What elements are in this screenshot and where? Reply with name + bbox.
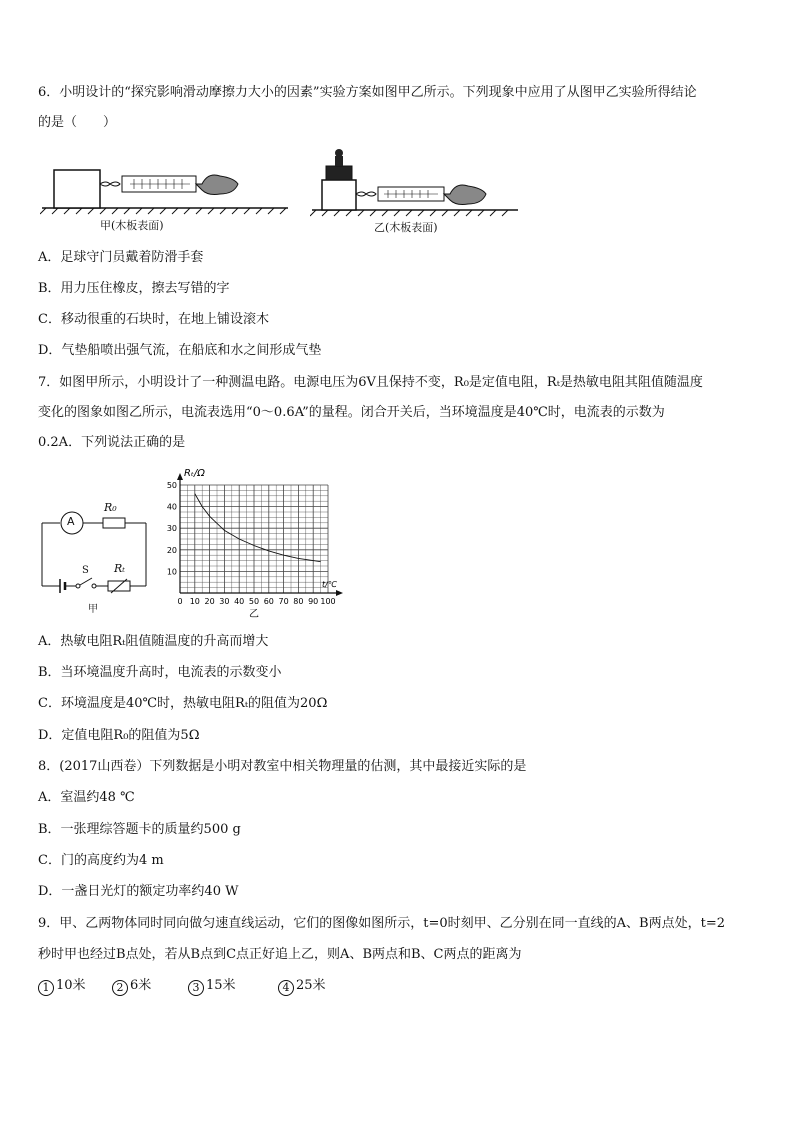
q9-option-3-number: 3: [188, 980, 204, 996]
q8-option-c: C．门的高度约为4 m: [38, 853, 164, 868]
q9-option-3-text: 15米: [206, 978, 236, 993]
x-axis-label: t/℃: [322, 580, 337, 589]
y-axis-arrow: [177, 473, 183, 480]
x-tick-label: 60: [263, 597, 274, 606]
x-tick-label: 40: [234, 597, 245, 606]
q9-option-2-text: 6米: [130, 978, 152, 993]
q6-option-b: B．用力压住橡皮，擦去写错的字: [38, 281, 230, 296]
q9-option-1-text: 10米: [56, 978, 86, 993]
q7-circuit-jia: [38, 498, 153, 618]
x-tick-label: 10: [189, 597, 200, 606]
q6-option-c: C．移动很重的石块时，在地上铺设滚木: [38, 312, 269, 327]
q6-stem-line1: 6．小明设计的“探究影响滑动摩擦力大小的因素”实验方案如图甲乙所示。下列现象中应用了从图甲乙实验所得结论: [38, 85, 697, 100]
x-tick-label: 100: [320, 597, 336, 606]
q7-stem-line3: 0.2A．下列说法正确的是: [38, 435, 186, 450]
q7-rt-chart: [160, 468, 350, 630]
circuit-switch-label: S: [82, 565, 89, 576]
x-tick-label: 90: [308, 597, 319, 606]
q9-option-4-number: 4: [278, 980, 294, 996]
rt-curve: [195, 494, 321, 562]
y-tick-label: 40: [166, 502, 177, 512]
q7-option-b: B．当环境温度升高时，电流表的示数变小: [38, 665, 282, 680]
x-tick-label: 70: [278, 597, 289, 606]
x-tick-label: 0: [177, 597, 183, 606]
q8-option-a: A．室温约48 ℃: [38, 790, 135, 805]
q6-figure-yi-caption: 乙(木板表面): [374, 221, 438, 234]
y-axis-label: Rₜ/Ω: [184, 468, 205, 479]
q9-option-4-text: 25米: [296, 978, 326, 993]
x-tick-label: 50: [248, 597, 260, 606]
q7-option-a: A．热敏电阻Rₜ阻值随温度的升高而增大: [38, 634, 269, 649]
circuit-r0-label: R₀: [104, 501, 117, 514]
q7-option-d: D．定值电阻R₀的阻值为5Ω: [38, 728, 200, 743]
q8-stem: 8．(2017山西卷）下列数据是小明对教室中相关物理量的估测，其中最接近实际的是: [38, 759, 527, 774]
q8-option-d: D．一盏日光灯的额定功率约40 W: [38, 884, 239, 899]
y-tick-label: 20: [166, 545, 177, 555]
q6-figure-jia: [40, 160, 290, 242]
y-tick-label: 30: [166, 524, 177, 534]
q6-option-a: A．足球守门员戴着防滑手套: [38, 250, 204, 265]
q9-option-1-number: 1: [38, 980, 54, 996]
q9-option-2: [112, 977, 151, 996]
q9-option-2-number: 2: [112, 980, 128, 996]
q6-option-d: D．气垫船喷出强气流，在船底和水之间形成气垫: [38, 343, 322, 358]
y-tick-label: 10: [166, 567, 177, 577]
y-tick-label: 50: [166, 481, 177, 490]
q7-stem-line2: 变化的图象如图乙所示，电流表选用“0～0.6A”的量程。闭合开关后，当环境温度是40℃时，电流表的示数为: [38, 405, 665, 420]
q9-option-4: [278, 977, 326, 996]
q6-figure-yi: [310, 144, 520, 244]
q9-option-1: [38, 977, 86, 996]
q6-figure-jia-caption: 甲(木板表面): [100, 219, 164, 232]
x-tick-label: 30: [219, 597, 230, 606]
x-tick-label: 80: [293, 597, 304, 606]
x-tick-label: 20: [204, 597, 215, 606]
q9-stem-line1: 9．甲、乙两物体同时同向做匀速直线运动，它们的图像如图所示，t=0时刻甲、乙分别在同一直线的A、B两点处，t=2: [38, 916, 725, 931]
q9-stem-line2: 秒时甲也经过B点处，若从B点到C点正好追上乙，则A、B两点和B、C两点的距离为: [38, 947, 522, 962]
q8-option-b: B．一张理综答题卡的质量约500 g: [38, 822, 241, 837]
q7-stem-line1: 7．如图甲所示，小明设计了一种测温电路。电源电压为6V且保持不变，R₀是定值电阻，Rₜ是热敏电阻其阻值随温度: [38, 375, 703, 390]
chart-caption: 乙: [249, 609, 259, 620]
q9-option-3: [188, 977, 236, 996]
q7-option-c: C．环境温度是40℃时，热敏电阻Rₜ的阻值为20Ω: [38, 696, 328, 711]
circuit-rt-label: Rₜ: [114, 562, 125, 575]
q6-stem-line2: 的是（ ）: [38, 115, 117, 130]
x-axis-arrow: [336, 590, 343, 596]
circuit-caption: 甲: [88, 604, 98, 615]
circuit-ammeter-label: A: [67, 515, 75, 528]
